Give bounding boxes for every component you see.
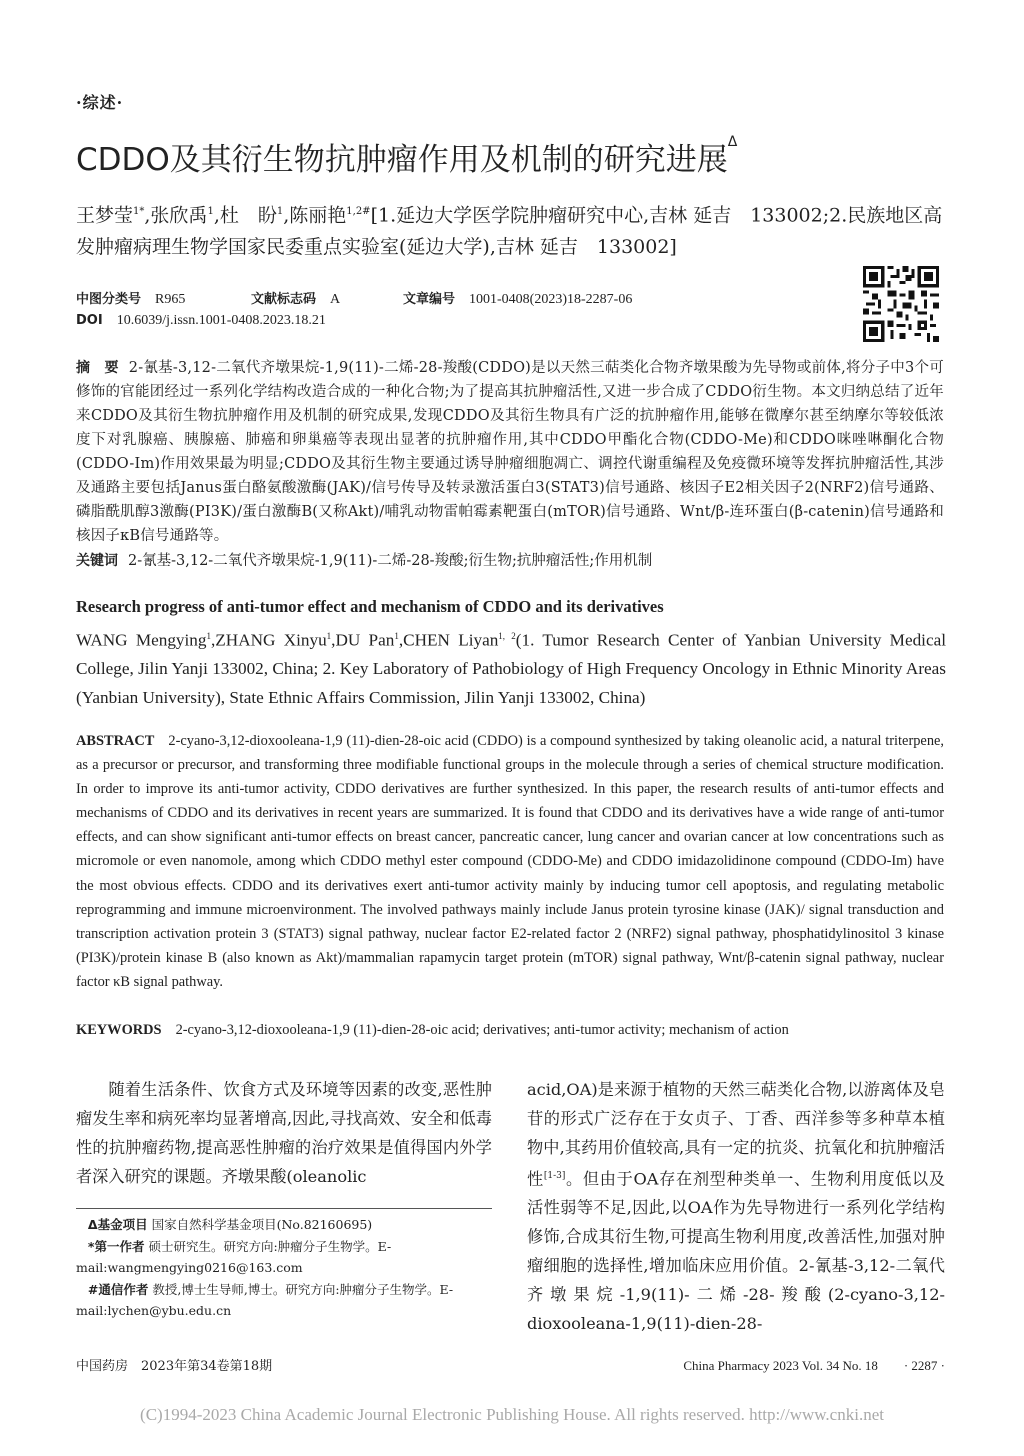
article-number-label: 文章编号: [403, 292, 456, 307]
doc-code-field: [251, 288, 340, 308]
abstract-en-label: ABSTRACT: [76, 733, 155, 749]
abstract-cn: [76, 356, 944, 548]
qr-code[interactable]: [863, 266, 939, 342]
corresponding-author-text: 教授,博士生导师,博士。研究方向:肿瘤分子生物学。E-mail:lychen@ybu.edu.cn: [76, 1281, 454, 1318]
corresponding-author-label: #通信作者: [87, 1281, 149, 1297]
body-column-left: [76, 1075, 492, 1191]
body-paragraph-right: [527, 1075, 945, 1338]
en-author-2: ,ZHANG Xinyu: [210, 630, 327, 650]
en-author-1-sup: 1: [206, 631, 211, 641]
doc-code-value: A: [330, 292, 341, 307]
doi-label: DOI: [76, 313, 103, 328]
author-1: 王梦莹: [76, 204, 134, 227]
fund-footnote: [76, 1214, 492, 1236]
author-1-sup: 1*: [133, 206, 145, 217]
author-block: [76, 196, 946, 263]
doi-value: 10.6039/j.issn.1001-0408.2023.18.21: [116, 313, 326, 328]
english-title: Research progress of anti-tumor effect and mechanism of CDDO and its derivatives: [76, 597, 664, 616]
abstract-en: [76, 729, 944, 994]
first-author-text: 硕士研究生。研究方向:肿瘤分子生物学。E-mail:wangmengying0216@163.com: [76, 1238, 392, 1275]
qr-code-image: [863, 266, 939, 342]
author-2-sup: 1: [207, 206, 214, 217]
en-author-3: ,DU Pan: [331, 630, 395, 650]
keywords-en-text: 2-cyano-3,12-dioxooleana-1,9 (11)-dien-28-oic acid; derivatives; anti-tumor activity; mechanism of action: [175, 1022, 789, 1038]
footnote-divider: [76, 1208, 492, 1209]
author-3-sup: 1: [276, 206, 284, 217]
clc-value: R965: [155, 292, 186, 307]
citation[interactable]: [1-3]: [543, 1171, 566, 1181]
en-author-3-sup: 1: [394, 631, 399, 641]
affiliation: [1.延边大学医学院肿瘤研究中心,吉林 延吉 133002;2.民族地区高发肿瘤病理生物学国家民委重点实验室(延边大学),吉林 延吉 133002]: [76, 204, 943, 259]
clc-field: [76, 288, 185, 308]
body-right-part1: acid,OA)是来源于植物的天然三萜类化合物,以游离体及皂苷的形式广泛存在于女贞子、丁香、西洋参等多种草本植物中,其药用价值较高,具有一定的抗炎、抗氧化和抗肿瘤活性: [527, 1080, 945, 1189]
clc-label: 中图分类号: [76, 292, 142, 307]
body-paragraph-left: 随着生活条件、饮食方式及环境等因素的改变,恶性肿瘤发生率和病死率均显著增高,因此,寻找高效、安全和低毒性的抗肿瘤药物,提高恶性肿瘤的治疗效果是值得国内外学者深入研究的课题。齐墩果酸(oleanolic: [76, 1080, 492, 1186]
author-2: ,张欣禹: [144, 204, 208, 227]
footer-journal-en: China Pharmacy 2023 Vol. 34 No. 18 · 2287 ·: [683, 1358, 945, 1373]
body-column-right: [527, 1075, 945, 1338]
page-title: [76, 134, 737, 179]
en-author-1: WANG Mengying: [76, 630, 207, 650]
doc-code-label: 文献标志码: [251, 292, 317, 307]
body-right-part2: 。但由于OA存在剂型种类单一、生物利用度低以及活性弱等不足,因此,以OA作为先导物进行一系列化学结构修饰,合成其衍生物,可提高生物利用度,改善活性,加强对肿瘤细胞的选择性,增加临床应用价值。2-氰基-3,12-二氧代齐墩果烷-1,9(11)-二烯-28-羧酸(2-cyano-3,12-dioxooleana-1,9(11)-dien-28-: [527, 1169, 945, 1334]
author-3: ,杜 盼: [213, 204, 277, 227]
corresponding-author-footnote: [76, 1279, 492, 1322]
article-number-field: [403, 288, 632, 308]
title-mark: Δ: [727, 134, 738, 150]
abstract-cn-text: 2-氰基-3,12-二氧代齐墩果烷-1,9(11)-二烯-28-羧酸(CDDO)是以天然三萜类化合物齐墩果酸为先导物或前体,将分子中3个可修饰的官能团经过一系列化学结构改造合成的一种化合物;为了提高其抗肿瘤活性,又进一步合成了CDDO衍生物。本文归纳总结了近年来CDDO及其衍生物抗肿瘤作用及机制的研究成果,发现CDDO及其衍生物具有广泛的抗肿瘤作用,能够在微摩尔甚至纳摩尔等较低浓度下对乳腺癌、胰腺癌、肺癌和卵巢癌等表现出显著的抗肿瘤作用,其中CDDO甲酯化合物(CDDO-Me)和CDDO咪唑啉酮化合物(CDDO-Im)作用效果最为明显;CDDO及其衍生物主要通过诱导肿瘤细胞凋亡、调控代谢重编程及免疫微环境等发挥抗肿瘤活性,其涉及通路主要包括Janus蛋白酪氨酸激酶(JAK)/信号传导及转录激活蛋白3(STAT3)信号通路、核因子E2相关因子2(NRF2)信号通路、磷脂酰肌醇3激酶(PI3K)/蛋白激酶B(又称Akt)/哺乳动物雷帕霉素靶蛋白(mTOR)信号通路、Wnt/β-连环蛋白(β-catenin)信号通路和核因子κB信号通路等。: [76, 360, 944, 544]
en-affiliation: (1. Tumor Research Center of Yanbian University Medical College, Jilin Yanji 133002, China; 2. Key Laboratory of Pathobiology of High Frequency Oncology in Ethnic Minority Areas (Yanbian University), State Ethnic Affairs Commission, Jilin Yanji 133002, China): [76, 630, 946, 707]
copyright-watermark: (C)1994-2023 China Academic Journal Electronic Publishing House. All rights reserved. http://www.cnki.net: [140, 1405, 884, 1424]
english-author-block: [76, 622, 946, 712]
abstract-cn-label: 摘 要: [76, 360, 119, 376]
fund-label: Δ基金项目: [87, 1217, 148, 1232]
section-tag: ·综述·: [76, 93, 124, 112]
keywords-en: [76, 1018, 944, 1042]
keywords-cn-label: 关键词: [76, 553, 118, 569]
footnotes: [76, 1214, 492, 1322]
keywords-cn-text: 2-氰基-3,12-二氧代齐墩果烷-1,9(11)-二烯-28-羧酸;衍生物;抗肿瘤活性;作用机制: [128, 553, 653, 569]
title-text: CDDO及其衍生物抗肿瘤作用及机制的研究进展: [76, 142, 728, 178]
author-4: ,陈丽艳: [283, 204, 347, 227]
fund-text: 国家自然科学基金项目(No.82160695): [151, 1217, 373, 1232]
en-author-4: ,CHEN Liyan: [398, 630, 499, 650]
abstract-en-text: 2-cyano-3,12-dioxooleana-1,9 (11)-dien-28-oic acid (CDDO) is a compound synthesized by taking oleanolic acid, a natural triterpene, as a precursor or precursor, and transforming three modifiable functional groups in the molecule through a series of chemical structure modification. In order to improve its anti-tumor activity, CDDO derivatives are further synthesized. In this paper, the research results of anti-tumor effects and mechanisms of CDDO and its derivatives in recent years are summarized. It is found that CDDO and its derivatives have a wide range of anti-tumor effects, and can show significant anti-tumor effects on breast cancer, pancreatic cancer, lung cancer and ovarian cancer at low concentrations such as micromole or even nanomole, among which CDDO methyl ester compound (CDDO-Me) and CDDO imidazolidinone compound (CDDO-Im) have the most obvious effects. CDDO and its derivatives exert anti-tumor activity mainly by inducing tumor cell apoptosis, and regulating metabolic reprogramming and immune microenvironment. The involved pathways mainly include Janus protein tyrosine kinase (JAK)/ signal transduction and transcription activation protein 3 (STAT3) signal pathway, nuclear factor E2-related factor 2 (NRF2) signal pathway, phosphatidylinositol 3 kinase (PI3K)/protein kinase B (also known as Akt)/mammalian rapamycin target protein (mTOR) signal pathway, Wnt/β-catenin signal pathway, nuclear factor κB signal pathway.: [76, 733, 944, 990]
footer-journal-cn: 中国药房 2023年第34卷第18期: [76, 1359, 273, 1374]
author-4-sup: 1,2#: [346, 206, 371, 217]
article-number-value: 1001-0408(2023)18-2287-06: [469, 292, 633, 307]
doi-field: [76, 313, 326, 329]
keywords-en-label: KEYWORDS: [76, 1022, 162, 1038]
keywords-cn: [76, 549, 944, 573]
en-author-2-sup: 1: [326, 631, 332, 641]
first-author-label: *第一作者: [87, 1238, 145, 1254]
first-author-footnote: [76, 1236, 492, 1279]
en-author-4-sup: 1, 2: [498, 631, 516, 641]
